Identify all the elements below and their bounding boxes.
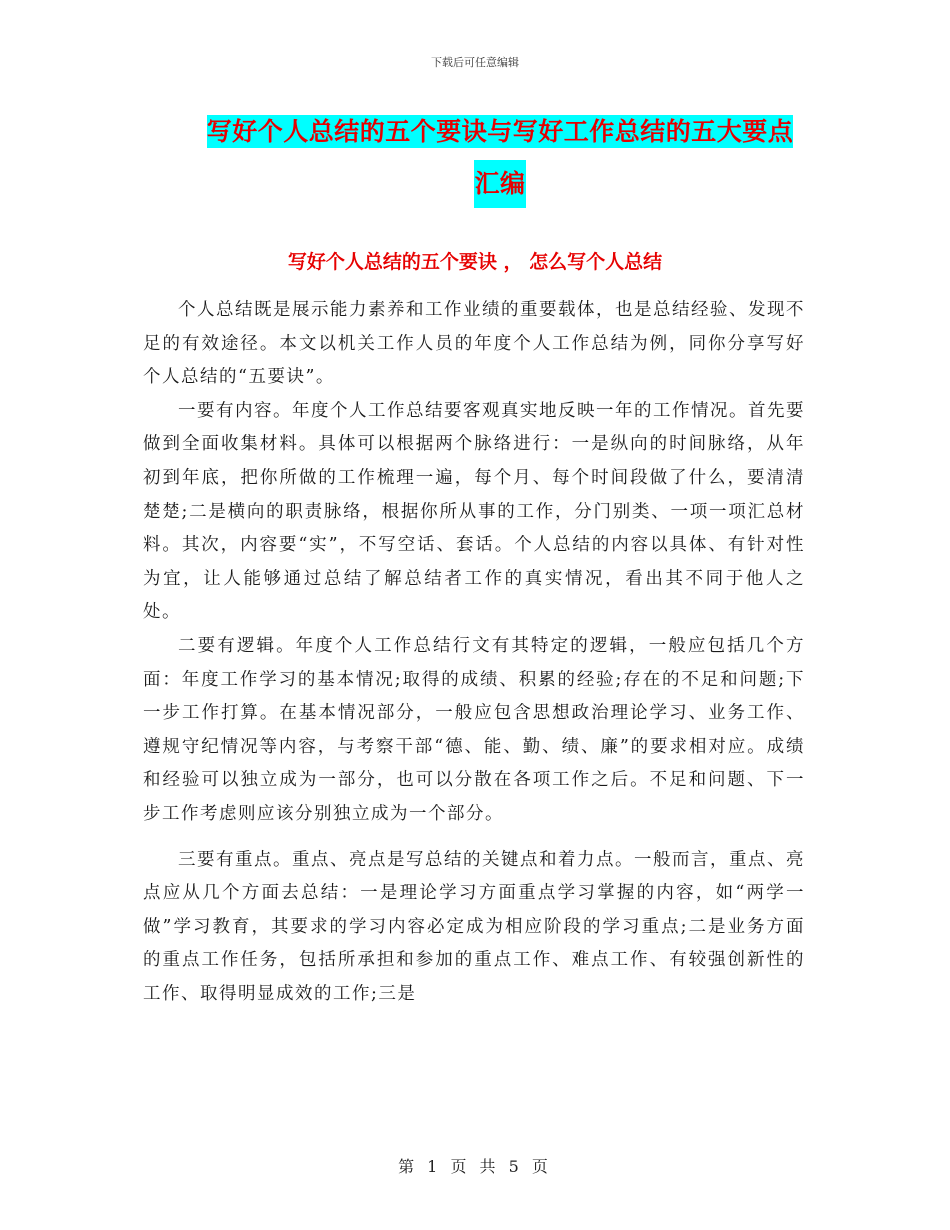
document-title bbox=[150, 110, 850, 208]
document-title-line-2: 汇编 bbox=[474, 160, 525, 208]
paragraph-intro: 个人总结既是展示能力素养和工作业绩的重要载体，也是总结经验、发现不足的有效途径。本文以机关工作人员的年度个人工作总结为例，同你分享写好个人总结的“五要诀”。 bbox=[143, 300, 805, 388]
section-subtitle: 写好个人总结的五个要诀 ， 怎么写个人总结 bbox=[287, 251, 663, 273]
paragraph-focus: 三要有重点。重点、亮点是写总结的关键点和着力点。一般而言，重点、亮点应从几个方面去总结：一是理论学习方面重点学习掌握的内容，如“两学一做”学习教育，其要求的学习内容必定成为相应阶段的学习重点;二是业务方面的重点工作任务，包括所承担和参加的重点工作、难点工作、有较强创新性的工作、取得明显成效的工作;三是 bbox=[143, 849, 805, 1004]
page-header-note: 下载后可任意编辑 bbox=[431, 56, 519, 69]
document-title-line-1: 写好个人总结的五个要诀与写好工作总结的五大要点 bbox=[206, 117, 794, 146]
paragraph-logic: 二要有逻辑。年度个人工作总结行文有其特定的逻辑，一般应包括几个方面：年度工作学习的基本情况;取得的成绩、积累的经验;存在的不足和问题;下一步工作打算。在基本情况部分，一般应包含思想政治理论学习、业务工作、遵规守纪情况等内容，与考察干部“德、能、勤、绩、廉”的要求相对应。成绩和经验可以独立成为一部分，也可以分散在各项工作之后。不足和问题、下一步工作考虑则应该分别独立成为一个部分。 bbox=[143, 635, 805, 824]
document-body bbox=[143, 294, 805, 1011]
page-number-footer: 第 1 页 共 5 页 bbox=[398, 1157, 552, 1176]
paragraph-content: 一要有内容。年度个人工作总结要客观真实地反映一年的工作情况。首先要做到全面收集材料。具体可以根据两个脉络进行：一是纵向的时间脉络，从年初到年底，把你所做的工作梳理一遍，每个月、每个时间段做了什么，要清清楚楚;二是横向的职责脉络，根据你所从事的工作，分门别类、一项一项汇总材料。其次，内容要“实”，不写空话、套话。个人总结的内容以具体、有针对性为宜，让人能够通过总结了解总结者工作的真实情况，看出其不同于他人之处。 bbox=[143, 400, 805, 623]
